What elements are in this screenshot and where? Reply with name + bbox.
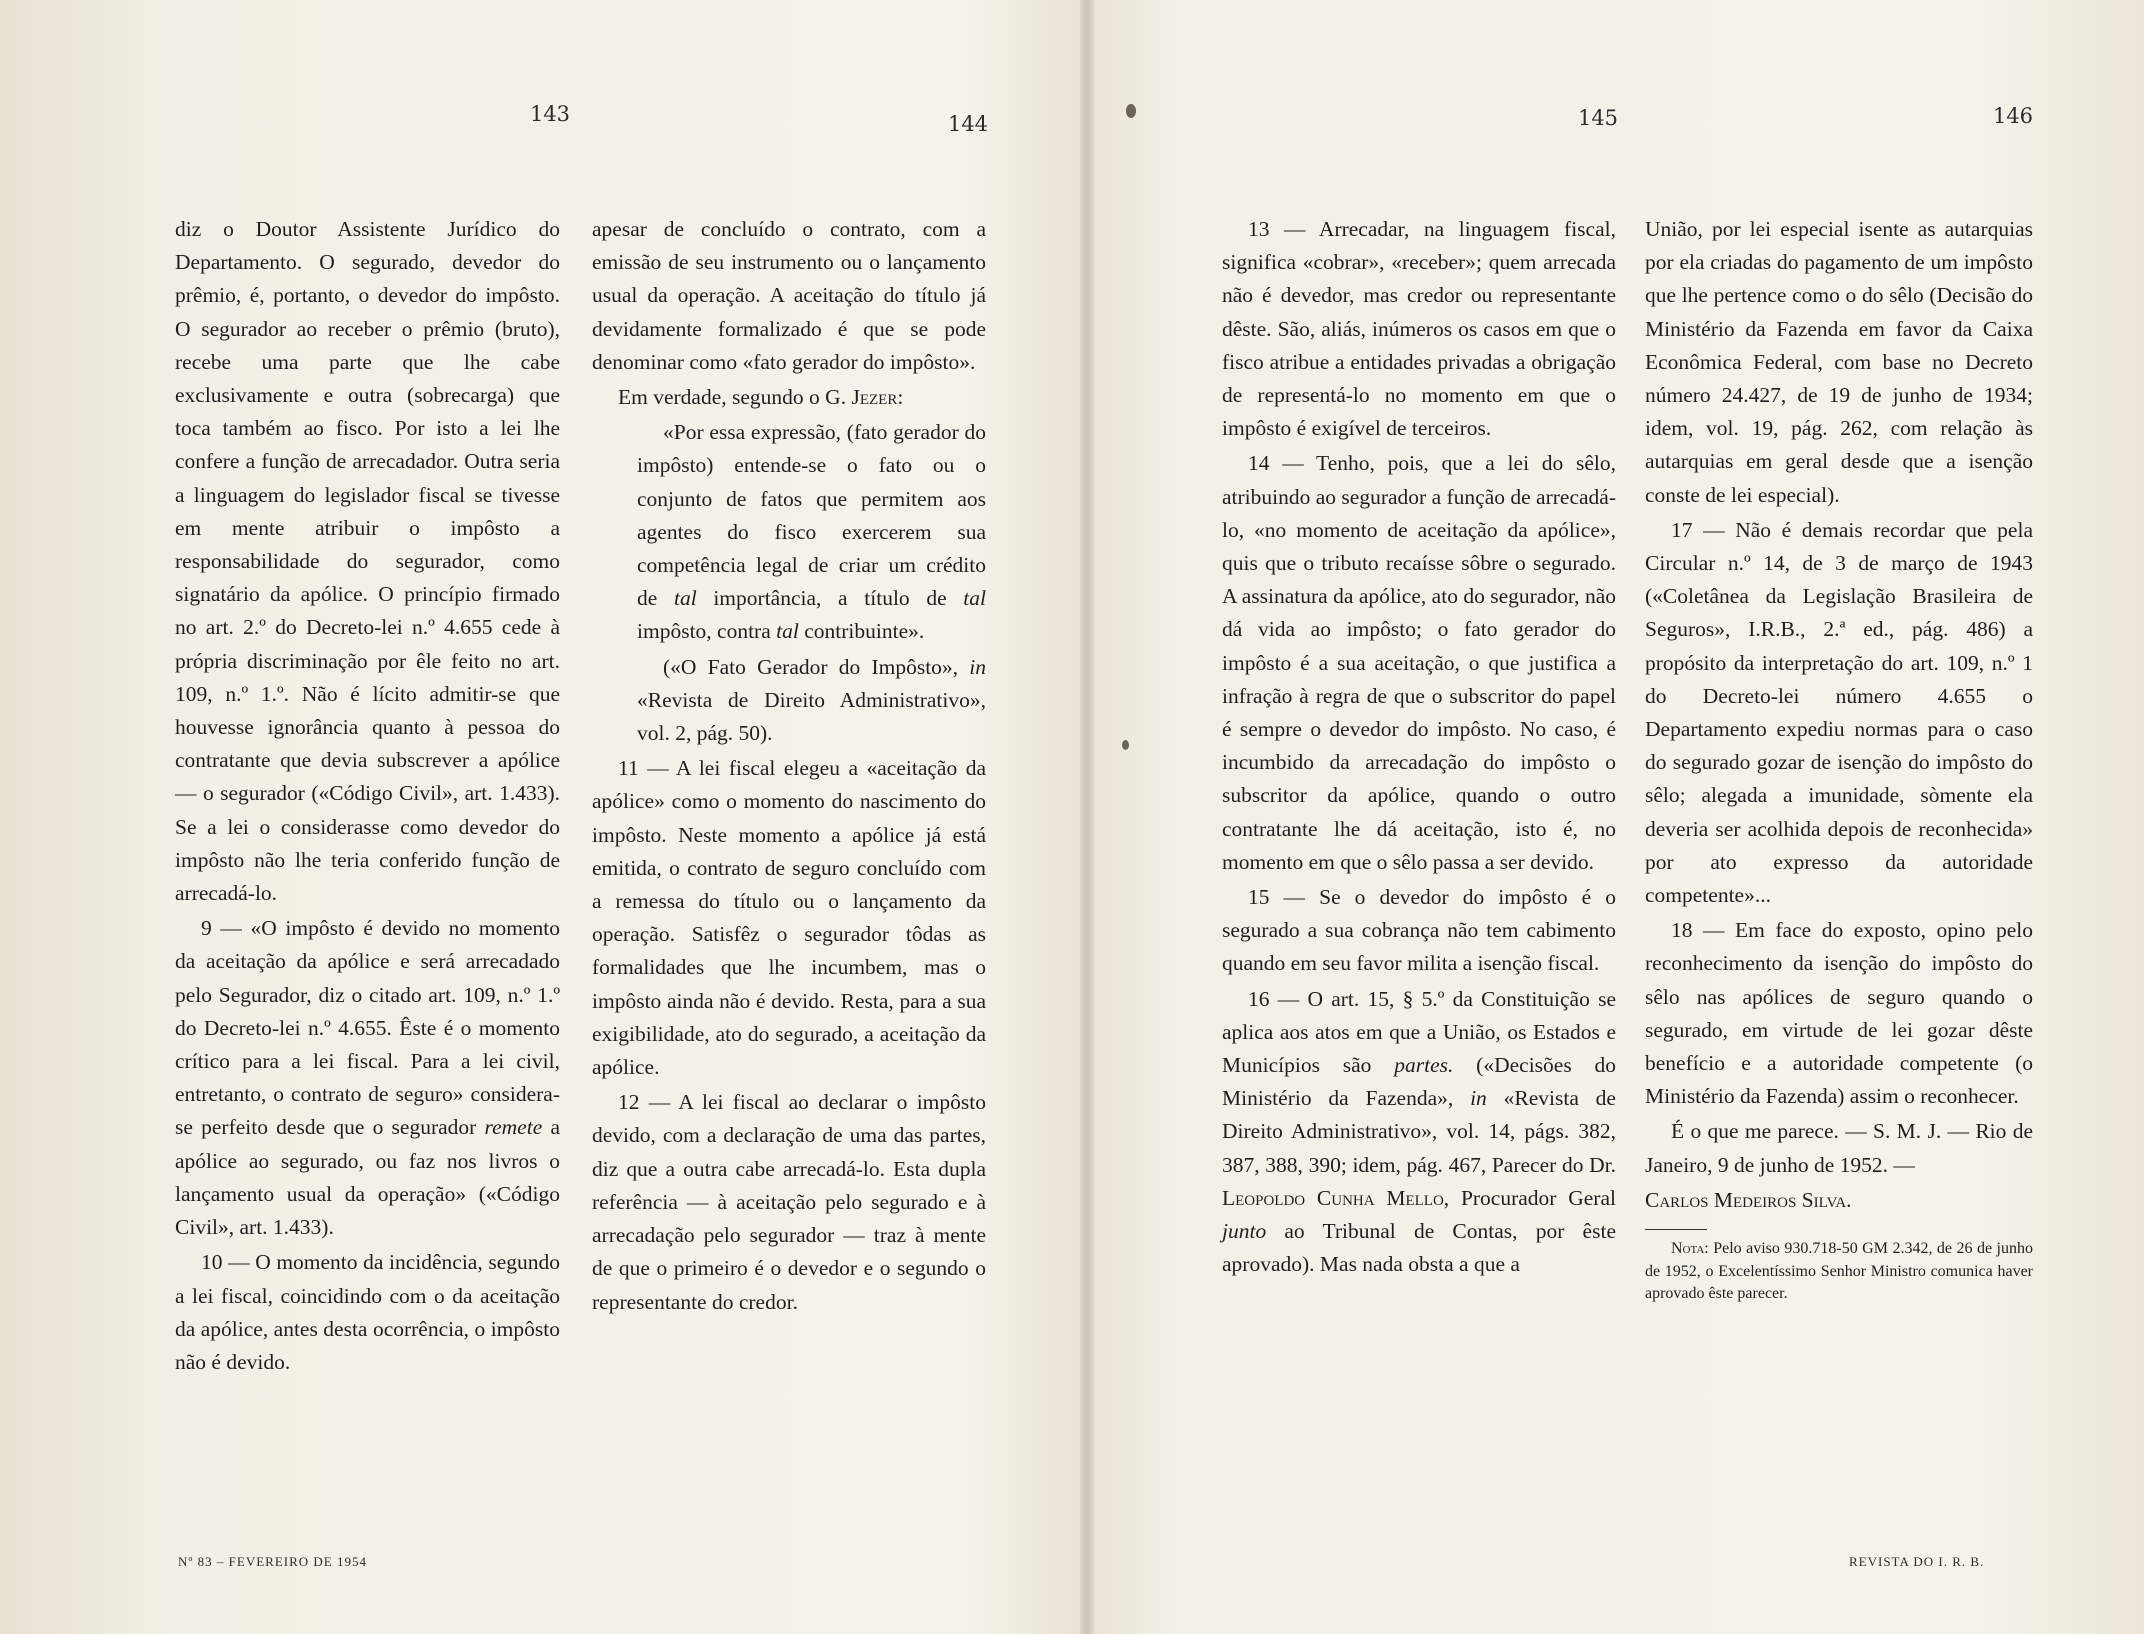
signature-name: Carlos Medeiros Silva. xyxy=(1645,1187,1852,1212)
author-name: Jezer: xyxy=(851,385,904,410)
paragraph: 12 — A lei fiscal ao declarar o impôsto devido, com a declaração de uma das partes, diz que a outra cabe arrecadá-lo. Esta dupla referência — à aceitação pelo segurado e à arrecadação pelo segurador — traz à mente de que o primeiro é o devedor e o segundo o representante do credor. xyxy=(592,1090,986,1314)
paragraph: 10 — O momento da incidência, segundo a lei fiscal, coincidindo com o da aceitação da apólice, antes desta ocorrência, o impôsto não é devido. xyxy=(175,1250,560,1374)
quotation: «Por essa expressão, (fato gerador do impôsto) entende-se o fato ou o conjunto de fatos que permitem aos agentes do fisco exercerem sua competência legal de criar um crédito de tal importância, a título de tal impôsto, contra tal contribuinte». xyxy=(637,420,986,644)
paragraph: 9 — «O impôsto é devido no momento da aceitação da apólice e será arrecadado pelo Segurador, diz o citado art. 109, n.º 1.º do Decreto-lei n.º 4.655. Êste é o momento crítico para a lei fiscal. Para a lei civil, entretanto, o contrato de seguro» considera-se perfeito desde que o segurador remete a apólice ao segurado, ou faz nos livros o lançamento usual da operação» («Código Civil», art. 1.433). xyxy=(175,916,561,1240)
page-145-column xyxy=(1222,213,1616,1284)
paragraph: 16 — O art. 15, § 5.º da Constituição se aplica aos atos em que a União, os Estados e Municípios são partes. («Decisões do Ministério da Fazenda», in «Revista de Direito Administrativo», vol. 14, págs. 382, 387, 388, 390; idem, pág. 467, Parecer do Dr. Leopoldo Cunha Mello, Procurador Geral junto ao Tribunal de Contas, por êste aprovado). Mas nada obsta a que a xyxy=(1222,986,1616,1277)
page-number: 146 xyxy=(1992,104,2034,128)
paragraph: 17 — Não é demais recordar que pela Circular n.º 14, de 3 de março de 1943 («Coletânea da Legislação Brasileira de Seguros», I.R.B., 2.ª ed., pág. 486) a propósito da interpretação do art. 109, n.º 1 do Decreto-lei número 4.655 o Departamento expediu normas para o caso do segurado gozar de isenção do impôsto do sêlo; alegada a imunidade, sòmente ela deveria ser acolhida depois de reconhecida» por ato expresso da autoridade competente»... xyxy=(1645,517,2033,908)
footnote: Nota: Pelo aviso 930.718-50 GM 2.342, de 26 de junho de 1952, o Excelentíssimo Senhor Ministro comunica haver aprovado êste parecer. xyxy=(1645,1240,2033,1303)
paragraph: apesar de concluído o contrato, com a emissão de seu instrumento ou o lançamento usual da operação. A aceitação do título já devidamente formalizado é que se pode denominar como «fato gerador do impôsto». xyxy=(592,217,986,374)
page-146-column xyxy=(1645,213,2033,1308)
paragraph: 15 — Se o devedor do impôsto é o segurado a sua cobrança não tem cabimento quando em seu favor milita a isenção fiscal. xyxy=(1222,885,1616,976)
paragraph: 11 — A lei fiscal elegeu a «aceitação da apólice» como o momento do nascimento do impôsto. Neste momento a apólice já está emitida, o contrato de seguro concluído com a remessa do título ou o lançamento da operação. Satisfêz o segurador tôdas as formalidades que lhe incumbem, mas o impôsto ainda não é devido. Resta, para a sua exigibilidade, ato do segurado, a aceitação da apólice. xyxy=(592,756,986,1080)
emphasis: remete xyxy=(484,1115,543,1140)
footer-right: REVISTA DO I. R. B. xyxy=(1849,1554,1985,1569)
page-143-column xyxy=(175,213,560,1381)
paragraph: 18 — Em face do exposto, opino pelo reconhecimento da isenção do impôsto do sêlo nas apólices de seguro quando o segurado, em virtude de lei gozar dêste benefício e a autoridade competente (o Ministério da Fazenda) assim o reconhecer. xyxy=(1645,918,2033,1109)
footer-left: Nº 83 – FEVEREIRO DE 1954 xyxy=(178,1554,367,1569)
paragraph: Em verdade, segundo o G. Jezer: xyxy=(618,385,904,410)
page-144-column xyxy=(592,213,986,1321)
note-rule xyxy=(1645,1229,1707,1230)
page-number: 143 xyxy=(529,102,571,126)
paragraph: 14 — Tenho, pois, que a lei do sêlo, atribuindo ao segurador a função de arrecadá-lo, «no momento de aceitação da apólice», quis que o tributo recaísse sôbre o segurado. A assinatura da apólice, ato do segurador, não dá vida ao impôsto; o fato gerador do impôsto é a sua aceitação, o que justifica a infração à regra de que o subscritor do papel é sempre o devedor do impôsto. No caso, é incumbido da arrecadação do impôsto o subscritor da apólice, quando o outro contratante lhe dá aceitação, isto é, no momento em que o sêlo passa a ser devido. xyxy=(1222,451,1616,874)
page-number: 144 xyxy=(947,112,989,136)
citation: («O Fato Gerador do Impôsto», in «Revista de Direito Administrativo», vol. 2, pág. 50). xyxy=(637,654,986,746)
book-gutter xyxy=(1080,0,1094,1634)
paragraph: União, por lei especial isente as autarquias por ela criadas do pagamento de um impôsto que lhe pertence como o do sêlo (Decisão do Ministério da Fazenda em favor da Caixa Econômica Federal, com base no Decreto número 24.427, de 19 de junho de 1934; idem, vol. 19, pág. 262, com relação às autarquias em geral desde que a isenção conste de lei especial). xyxy=(1645,217,2033,507)
paragraph: 13 — Arrecadar, na linguagem fiscal, significa «cobrar», «receber»; quem arrecada não é devedor, mas credor ou representante dêste. São, aliás, inúmeros os casos em que o fisco atribue a entidades privadas a obrigação de representá-lo no momento em que o impôsto é exigível de terceiros. xyxy=(1222,217,1616,441)
page-number: 145 xyxy=(1577,106,1619,130)
binding-mark xyxy=(1122,740,1129,750)
paragraph: diz o Doutor Assistente Jurídico do Departamento. O segurado, devedor do prêmio, é, portanto, o devedor do impôsto. O segurador ao receber o prêmio (bruto), recebe uma parte que lhe cabe exclusivamente e outra (sobrecarga) que toca também ao fisco. Por isto a lei lhe confere a função de arrecadador. Outra seria a linguagem do legislador fiscal se tivesse em mente atribuir o impôsto a responsabilidade do segurador, como signatário da apólice. O princípio firmado no art. 2.º do Decreto-lei n.º 4.655 cede à própria discriminação por êle feito no art. 109, n.º 1.º. Não é lícito admitir-se que houvesse ignorância quanto à pessoa do contratante que devia subscrever a apólice — o segurador («Código Civil», art. 1.433). Se a lei o considerasse como devedor do impôsto não lhe teria conferido função de arrecadá-lo. xyxy=(175,217,560,906)
author-name: Leopoldo Cunha Mello, xyxy=(1222,1185,1450,1210)
binding-mark xyxy=(1126,104,1136,118)
closing-line: É o que me parece. — S. M. J. — Rio de Janeiro, 9 de junho de 1952. — xyxy=(1645,1119,2033,1177)
